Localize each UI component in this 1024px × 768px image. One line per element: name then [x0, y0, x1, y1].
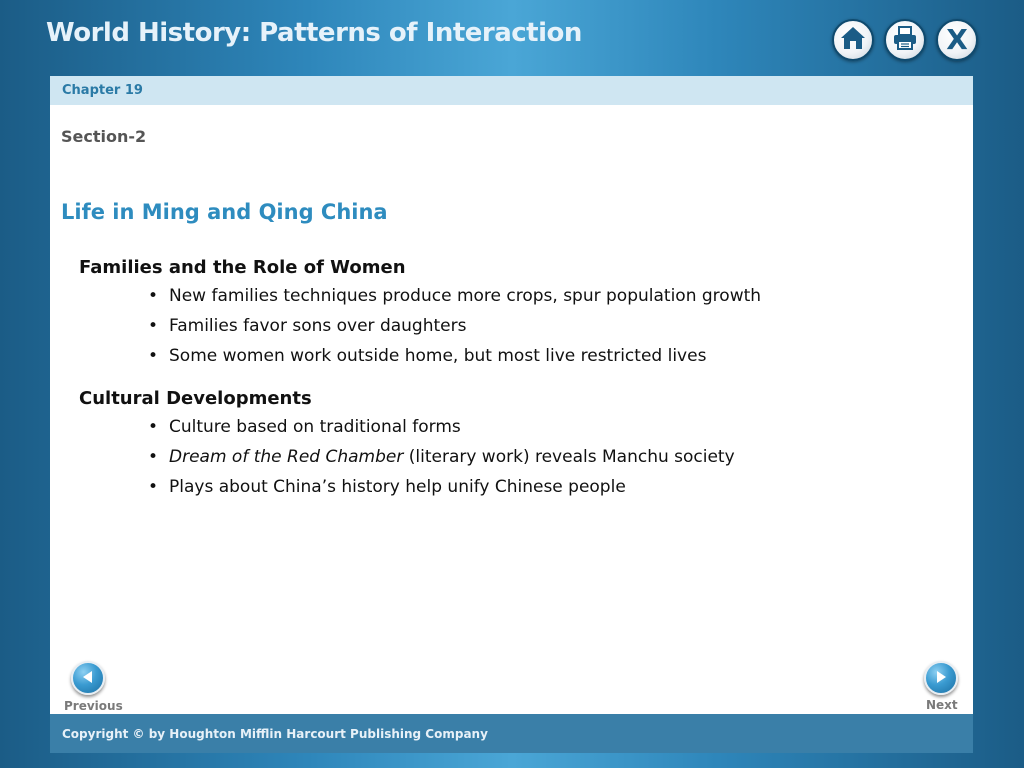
bullet-item: • Families favor sons over daughters: [146, 315, 939, 338]
close-button[interactable]: [936, 19, 978, 61]
book-title: Dream of the Red Chamber: [169, 447, 404, 467]
bullet-list-culture: [146, 416, 939, 499]
print-button[interactable]: [884, 19, 926, 61]
bullet-item: • Culture based on traditional forms: [146, 416, 939, 439]
top-toolbar: [832, 19, 978, 61]
group-title-culture: Cultural Developments: [79, 388, 312, 409]
copyright-text: Copyright © by Houghton Mifflin Harcourt Publishing Company: [62, 726, 488, 741]
close-icon: X: [946, 23, 968, 56]
bullet-list-families: [146, 285, 939, 368]
next-label[interactable]: Next: [926, 698, 958, 712]
next-button[interactable]: [924, 661, 958, 695]
printer-icon: [892, 25, 918, 55]
bullet-item: • Plays about China’s history help unify Chinese people: [146, 476, 939, 499]
previous-button[interactable]: [71, 661, 105, 695]
group-title-families: Families and the Role of Women: [79, 257, 406, 278]
app-title: World History: Patterns of Interaction: [46, 18, 582, 48]
bullet-item: • Some women work outside home, but most live restricted lives: [146, 345, 939, 368]
content-panel: [50, 76, 973, 753]
footer-bar: [50, 714, 973, 753]
bullet-item: • New families techniques produce more crops, spur population growth: [146, 285, 939, 308]
chapter-label: Chapter 19: [62, 83, 143, 98]
content-body: [79, 257, 939, 519]
home-button[interactable]: [832, 19, 874, 61]
home-icon: [840, 26, 866, 54]
previous-label[interactable]: Previous: [64, 699, 123, 713]
page-heading: Life in Ming and Qing China: [61, 200, 388, 224]
bullet-item: • Dream of the Red Chamber (literary work) reveals Manchu society: [146, 446, 939, 469]
arrow-right-icon: [934, 669, 948, 688]
arrow-left-icon: [81, 669, 95, 688]
chapter-bar: [50, 76, 973, 105]
section-label: Section-2: [61, 127, 147, 146]
